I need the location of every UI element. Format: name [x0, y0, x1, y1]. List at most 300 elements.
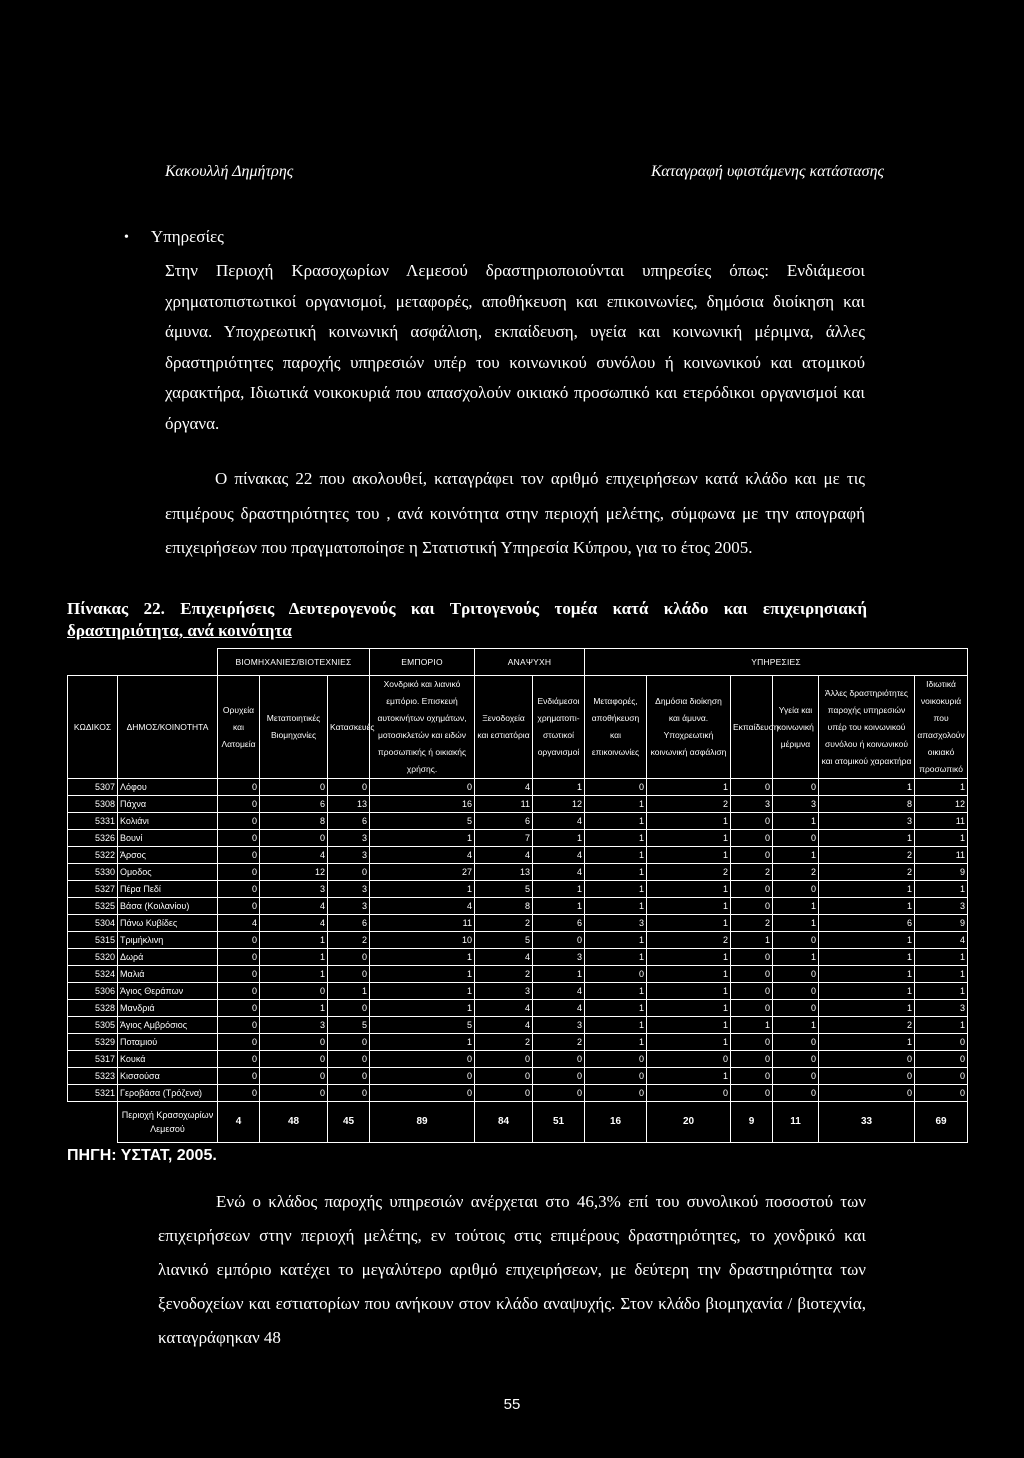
row-value: 0	[218, 881, 260, 898]
row-value: 1	[773, 898, 819, 915]
table-column-header: Ενδιάμεσοι χρηματοπι-στωτικοί οργανισμοί	[533, 676, 585, 779]
row-value: 1	[915, 949, 968, 966]
row-value: 6	[533, 915, 585, 932]
row-value: 1	[585, 932, 647, 949]
row-code: 5307	[68, 779, 118, 796]
table-column-header: Εκπαίδευση	[731, 676, 773, 779]
row-value: 0	[328, 1085, 370, 1102]
row-value: 0	[260, 830, 328, 847]
row-value: 0	[475, 1051, 533, 1068]
row-value: 4	[533, 847, 585, 864]
row-value: 0	[218, 796, 260, 813]
row-value: 1	[370, 966, 475, 983]
table-caption-prefix: Πίνακας 22.	[67, 599, 165, 618]
row-value: 2	[533, 1034, 585, 1051]
row-value: 1	[819, 1034, 915, 1051]
table-column-header: Ορυχεία και Λατομεία	[218, 676, 260, 779]
row-value: 5	[370, 813, 475, 830]
row-value: 16	[370, 796, 475, 813]
row-value: 3	[585, 915, 647, 932]
row-value: 0	[218, 1000, 260, 1017]
row-code: 5321	[68, 1085, 118, 1102]
row-value: 6	[475, 813, 533, 830]
row-value: 0	[773, 1068, 819, 1085]
row-value: 0	[647, 1051, 731, 1068]
page-number: 55	[503, 1396, 521, 1413]
row-code: 5305	[68, 1017, 118, 1034]
row-value: 0	[773, 983, 819, 1000]
row-value: 0	[773, 966, 819, 983]
row-value: 4	[533, 813, 585, 830]
table-group-header: ΑΝΑΨΥΧΗ	[475, 649, 585, 676]
row-value: 1	[533, 779, 585, 796]
business-table-grid	[67, 648, 968, 1143]
table-row	[68, 864, 968, 881]
table-caption-text: Επιχειρήσεις Δευτερογενούς και Τριτογενούς τομέα κατά κλάδο και επιχειρησιακή	[164, 599, 868, 618]
row-value: 0	[475, 1068, 533, 1085]
row-value: 0	[731, 1034, 773, 1051]
row-value: 1	[647, 881, 731, 898]
row-value: 1	[585, 1017, 647, 1034]
row-value: 3	[260, 1017, 328, 1034]
row-value: 1	[533, 881, 585, 898]
row-value: 1	[647, 1000, 731, 1017]
row-value: 1	[773, 949, 819, 966]
row-value: 3	[915, 1000, 968, 1017]
row-value: 0	[585, 779, 647, 796]
table-group-header-row	[68, 649, 968, 676]
table-row	[68, 1068, 968, 1085]
row-value: 3	[328, 881, 370, 898]
total-value: 4	[218, 1102, 260, 1143]
row-value: 0	[533, 1085, 585, 1102]
row-value: 1	[260, 966, 328, 983]
row-value: 12	[533, 796, 585, 813]
row-value: 0	[585, 1068, 647, 1085]
row-value: 0	[328, 1068, 370, 1085]
row-value: 13	[475, 864, 533, 881]
row-value: 0	[218, 830, 260, 847]
row-value: 11	[370, 915, 475, 932]
row-value: 0	[773, 1085, 819, 1102]
row-code: 5320	[68, 949, 118, 966]
row-value: 1	[773, 847, 819, 864]
row-value: 0	[533, 1051, 585, 1068]
row-value: 1	[585, 813, 647, 830]
row-value: 0	[773, 779, 819, 796]
row-value: 12	[260, 864, 328, 881]
row-value: 7	[475, 830, 533, 847]
row-value: 5	[328, 1017, 370, 1034]
row-community: Μανδριά	[118, 1000, 218, 1017]
table-row	[68, 932, 968, 949]
row-value: 8	[819, 796, 915, 813]
row-value: 0	[370, 1085, 475, 1102]
row-value: 0	[370, 1051, 475, 1068]
row-value: 1	[915, 966, 968, 983]
row-value: 0	[773, 1034, 819, 1051]
row-community: Άγιος Αμβρόσιος	[118, 1017, 218, 1034]
row-value: 3	[819, 813, 915, 830]
row-value: 4	[533, 1000, 585, 1017]
bullet-icon: •	[124, 230, 129, 245]
row-value: 0	[260, 1085, 328, 1102]
row-value: 2	[819, 847, 915, 864]
row-value: 0	[218, 898, 260, 915]
row-value: 9	[915, 915, 968, 932]
services-heading-line	[124, 227, 224, 249]
row-value: 0	[533, 1068, 585, 1085]
row-community: Μαλιά	[118, 966, 218, 983]
table-column-header: Μεταποιητικές Βιομηχανίες	[260, 676, 328, 779]
row-value: 0	[328, 1000, 370, 1017]
row-value: 1	[585, 1000, 647, 1017]
row-value: 0	[585, 1051, 647, 1068]
table-row	[68, 966, 968, 983]
row-value: 0	[731, 779, 773, 796]
row-code: 5329	[68, 1034, 118, 1051]
table-row	[68, 1085, 968, 1102]
row-value: 0	[647, 1085, 731, 1102]
row-value: 1	[585, 949, 647, 966]
row-code: 5315	[68, 932, 118, 949]
row-value: 1	[915, 1017, 968, 1034]
row-value: 3	[260, 881, 328, 898]
row-value: 1	[819, 779, 915, 796]
row-value: 11	[915, 813, 968, 830]
row-value: 5	[370, 1017, 475, 1034]
row-value: 1	[647, 898, 731, 915]
row-value: 0	[218, 1017, 260, 1034]
row-value: 0	[328, 1034, 370, 1051]
row-value: 0	[370, 779, 475, 796]
row-community: Ποταμιού	[118, 1034, 218, 1051]
row-code: 5323	[68, 1068, 118, 1085]
table-row	[68, 1051, 968, 1068]
table-caption	[67, 598, 867, 642]
total-value: 11	[773, 1102, 819, 1143]
table-group-header: ΥΠΗΡΕΣΙΕΣ	[585, 649, 968, 676]
table-row	[68, 881, 968, 898]
row-value: 9	[915, 864, 968, 881]
row-value: 0	[328, 1051, 370, 1068]
row-value: 4	[475, 1017, 533, 1034]
total-value: 9	[731, 1102, 773, 1143]
row-value: 1	[585, 864, 647, 881]
table-column-header: Άλλες δραστηριότητες παροχής υπηρεσιών υπέρ του κοινωνικού συνόλου ή κοινωνικού και ατομικού χαρακτήρα	[819, 676, 915, 779]
row-value: 0	[260, 779, 328, 796]
total-value: 89	[370, 1102, 475, 1143]
row-value: 1	[328, 983, 370, 1000]
row-value: 2	[647, 932, 731, 949]
row-value: 1	[647, 813, 731, 830]
row-code: 5322	[68, 847, 118, 864]
row-value: 1	[585, 830, 647, 847]
table-intro-paragraph: Ο πίνακας 22 που ακολουθεί, καταγράφει τον αριθμό επιχειρήσεων κατά κλάδο και με τις επιμέρους δραστηριότητες του , ανά κοινότητα στην περιοχή μελέτης, σύμφωνα με την απογραφή επιχειρήσεων που πραγματοποίησε η Στατιστική Υπηρεσία Κύπρου, για το έτος 2005.	[165, 469, 865, 557]
row-community: Πάχνα	[118, 796, 218, 813]
row-value: 2	[475, 1034, 533, 1051]
row-code: 5325	[68, 898, 118, 915]
table-column-header: Μεταφορές, αποθήκευση και επικοινωνίες	[585, 676, 647, 779]
row-value: 3	[328, 830, 370, 847]
row-value: 0	[328, 949, 370, 966]
row-value: 1	[647, 830, 731, 847]
row-value: 1	[533, 830, 585, 847]
row-value: 4	[915, 932, 968, 949]
row-value: 1	[260, 1000, 328, 1017]
row-community: Κολιάνι	[118, 813, 218, 830]
row-value: 0	[731, 1051, 773, 1068]
row-community: Άρσος	[118, 847, 218, 864]
row-value: 1	[370, 830, 475, 847]
row-value: 1	[585, 898, 647, 915]
source-note: ΠΗΓΗ: ΥΣΤΑΤ, 2005.	[67, 1147, 217, 1164]
row-value: 0	[218, 949, 260, 966]
row-value: 0	[731, 966, 773, 983]
total-value: 45	[328, 1102, 370, 1143]
row-value: 4	[260, 915, 328, 932]
table-row	[68, 915, 968, 932]
row-value: 1	[915, 983, 968, 1000]
row-value: 0	[773, 1000, 819, 1017]
row-value: 4	[475, 1000, 533, 1017]
row-value: 1	[819, 1000, 915, 1017]
row-community: Δωρά	[118, 949, 218, 966]
row-value: 0	[260, 983, 328, 1000]
row-value: 0	[773, 830, 819, 847]
row-value: 1	[773, 915, 819, 932]
row-code: 5306	[68, 983, 118, 1000]
row-community: Γεροβάσα (Τρόζενα)	[118, 1085, 218, 1102]
row-value: 4	[475, 847, 533, 864]
row-code: 5327	[68, 881, 118, 898]
row-value: 1	[647, 915, 731, 932]
row-value: 0	[328, 864, 370, 881]
row-value: 1	[773, 813, 819, 830]
row-value: 1	[647, 779, 731, 796]
row-value: 10	[370, 932, 475, 949]
table-row	[68, 779, 968, 796]
row-value: 0	[533, 932, 585, 949]
row-value: 0	[731, 813, 773, 830]
row-value: 3	[773, 796, 819, 813]
row-value: 5	[475, 932, 533, 949]
row-value: 1	[647, 949, 731, 966]
business-table	[67, 648, 967, 1143]
row-value: 0	[585, 1085, 647, 1102]
row-code: 5324	[68, 966, 118, 983]
table-row	[68, 1017, 968, 1034]
row-value: 0	[260, 1034, 328, 1051]
row-community: Ομοδος	[118, 864, 218, 881]
row-value: 0	[731, 898, 773, 915]
row-value: 1	[647, 847, 731, 864]
row-code: 5317	[68, 1051, 118, 1068]
row-value: 4	[370, 847, 475, 864]
row-value: 1	[370, 1000, 475, 1017]
row-value: 1	[260, 949, 328, 966]
total-value: 51	[533, 1102, 585, 1143]
row-code: 5308	[68, 796, 118, 813]
row-value: 3	[915, 898, 968, 915]
table-row	[68, 1034, 968, 1051]
row-value: 1	[370, 881, 475, 898]
table-column-header: ΚΩΔΙΚΟΣ	[68, 676, 118, 779]
closing-paragraph: Ενώ ο κλάδος παροχής υπηρεσιών ανέρχεται στο 46,3% επί του συνολικού ποσοστού των επιχειρήσεων στην περιοχή μελέτης, εν τούτοις στις επιμέρους δραστηριότητες, το χονδρικό και λιανικό εμπόριο κατέχει το μεγαλύτερο αριθμό επιχειρήσεων, με δεύτερη την δραστηριότητα των ξενοδοχείων και εστιατορίων που ανήκουν στον κλάδο αναψυχής. Στον κλάδο βιομηχανία / βιοτεχνία, καταγράφηκαν 48	[158, 1192, 866, 1347]
table-column-header: ΔΗΜΟΣ/ΚΟΙΝΟΤΗΤΑ	[118, 676, 218, 779]
row-community: Κισσούσα	[118, 1068, 218, 1085]
row-value: 1	[819, 966, 915, 983]
row-value: 2	[647, 796, 731, 813]
row-code: 5331	[68, 813, 118, 830]
row-community: Πάνω Κυβίδες	[118, 915, 218, 932]
row-value: 1	[533, 966, 585, 983]
row-value: 1	[819, 983, 915, 1000]
row-code: 5304	[68, 915, 118, 932]
row-value: 2	[475, 915, 533, 932]
row-value: 0	[731, 1000, 773, 1017]
row-value: 6	[260, 796, 328, 813]
row-value: 8	[475, 898, 533, 915]
table-row	[68, 813, 968, 830]
row-value: 1	[647, 966, 731, 983]
row-value: 0	[773, 1051, 819, 1068]
row-value: 0	[731, 983, 773, 1000]
row-value: 0	[328, 966, 370, 983]
row-value: 0	[585, 966, 647, 983]
row-value: 4	[260, 898, 328, 915]
row-value: 1	[585, 847, 647, 864]
row-value: 8	[260, 813, 328, 830]
table-column-header: Κατασκευές	[328, 676, 370, 779]
row-value: 0	[915, 1068, 968, 1085]
row-value: 11	[915, 847, 968, 864]
row-value: 1	[731, 932, 773, 949]
row-value: 1	[585, 1034, 647, 1051]
row-value: 4	[475, 779, 533, 796]
row-value: 2	[819, 1017, 915, 1034]
row-community: Τριμήκλινη	[118, 932, 218, 949]
row-value: 2	[819, 864, 915, 881]
row-value: 13	[328, 796, 370, 813]
row-value: 1	[915, 881, 968, 898]
table-column-header: Υγεία και κοινωνική μέριμνα	[773, 676, 819, 779]
row-value: 0	[819, 1085, 915, 1102]
row-value: 0	[218, 1068, 260, 1085]
table-row	[68, 830, 968, 847]
row-value: 0	[218, 847, 260, 864]
row-value: 1	[915, 779, 968, 796]
table-row	[68, 949, 968, 966]
header-title: Καταγραφή υφιστάμενης κατάστασης	[651, 163, 884, 180]
row-value: 4	[218, 915, 260, 932]
row-value: 3	[328, 847, 370, 864]
total-value: 16	[585, 1102, 647, 1143]
row-value: 0	[218, 932, 260, 949]
row-value: 0	[218, 864, 260, 881]
row-community: Βουνί	[118, 830, 218, 847]
table-row	[68, 983, 968, 1000]
row-value: 1	[585, 983, 647, 1000]
row-value: 0	[370, 1068, 475, 1085]
row-value: 2	[731, 864, 773, 881]
table-row	[68, 847, 968, 864]
total-value: 69	[915, 1102, 968, 1143]
row-value: 0	[731, 1085, 773, 1102]
row-value: 0	[218, 1034, 260, 1051]
row-value: 0	[819, 1068, 915, 1085]
row-value: 0	[328, 779, 370, 796]
row-community: Λόφου	[118, 779, 218, 796]
row-value: 1	[647, 1068, 731, 1085]
row-value: 2	[731, 915, 773, 932]
table-row	[68, 796, 968, 813]
table-caption-underlined: δραστηριότητα, ανά κοινότητα	[67, 621, 292, 640]
row-value: 1	[819, 949, 915, 966]
header-author: Κακουλλή Δημήτρης	[165, 163, 294, 180]
row-value: 2	[328, 932, 370, 949]
table-column-header: Δημόσια διοίκηση και άμυνα. Υποχρεωτική κοινωνική ασφάλιση	[647, 676, 731, 779]
row-value: 1	[647, 983, 731, 1000]
row-value: 4	[260, 847, 328, 864]
total-value: 48	[260, 1102, 328, 1143]
row-value: 0	[475, 1085, 533, 1102]
row-community: Πέρα Πεδί	[118, 881, 218, 898]
row-value: 1	[819, 830, 915, 847]
row-value: 3	[533, 949, 585, 966]
row-value: 0	[773, 881, 819, 898]
row-value: 3	[328, 898, 370, 915]
row-value: 27	[370, 864, 475, 881]
row-value: 0	[731, 1068, 773, 1085]
row-value: 1	[647, 1034, 731, 1051]
row-code: 5330	[68, 864, 118, 881]
row-value: 1	[819, 932, 915, 949]
row-value: 1	[370, 983, 475, 1000]
row-value: 1	[773, 1017, 819, 1034]
row-value: 1	[731, 1017, 773, 1034]
row-value: 1	[370, 949, 475, 966]
row-value: 0	[218, 1085, 260, 1102]
table-corner-blank	[68, 649, 218, 676]
table-group-header: ΕΜΠΟΡΙΟ	[370, 649, 475, 676]
table-group-header: ΒΙΟΜΗΧΑΝΙΕΣ/ΒΙΟΤΕΧΝΙΕΣ	[218, 649, 370, 676]
table-column-header: Ιδιωτικά νοικοκυριά που απασχολούν οικιακό προσωπικό	[915, 676, 968, 779]
row-value: 2	[773, 864, 819, 881]
row-code: 5326	[68, 830, 118, 847]
row-value: 0	[260, 1051, 328, 1068]
services-paragraph: Στην Περιοχή Κρασοχωρίων Λεμεσού δραστηριοποιούνται υπηρεσίες όπως: Ενδιάμεσοι χρηματοπιστωτικοί οργανισμοί, μεταφορές, αποθήκευση και επικοινωνίες, δημόσια διοίκηση και άμυνα. Υποχρεωτική κοινωνική ασφάλιση, εκπαίδευση, υγεία και κοινωνική μέριμνα, άλλες δραστηριότητες παροχής υπηρεσιών υπέρ του κοινωνικού συνόλου ή κοινωνικού και ατομικού χαρακτήρα, Ιδιωτικά νοικοκυριά που απασχολούν οικιακό προσωπικό και ετερόδικοι οργανισμοί και όργανα.	[165, 261, 865, 433]
row-value: 0	[731, 847, 773, 864]
row-value: 0	[218, 813, 260, 830]
total-value	[68, 1102, 118, 1143]
row-value: 0	[731, 881, 773, 898]
row-value: 0	[773, 932, 819, 949]
row-value: 6	[328, 813, 370, 830]
row-value: 12	[915, 796, 968, 813]
total-value: 33	[819, 1102, 915, 1143]
table-row	[68, 898, 968, 915]
row-value: 1	[819, 881, 915, 898]
table-total-row	[68, 1102, 968, 1143]
row-value: 4	[533, 864, 585, 881]
row-value: 4	[370, 898, 475, 915]
row-value: 0	[819, 1051, 915, 1068]
services-heading: Υπηρεσίες	[150, 227, 224, 246]
row-value: 3	[731, 796, 773, 813]
row-value: 0	[218, 966, 260, 983]
row-value: 0	[260, 1068, 328, 1085]
